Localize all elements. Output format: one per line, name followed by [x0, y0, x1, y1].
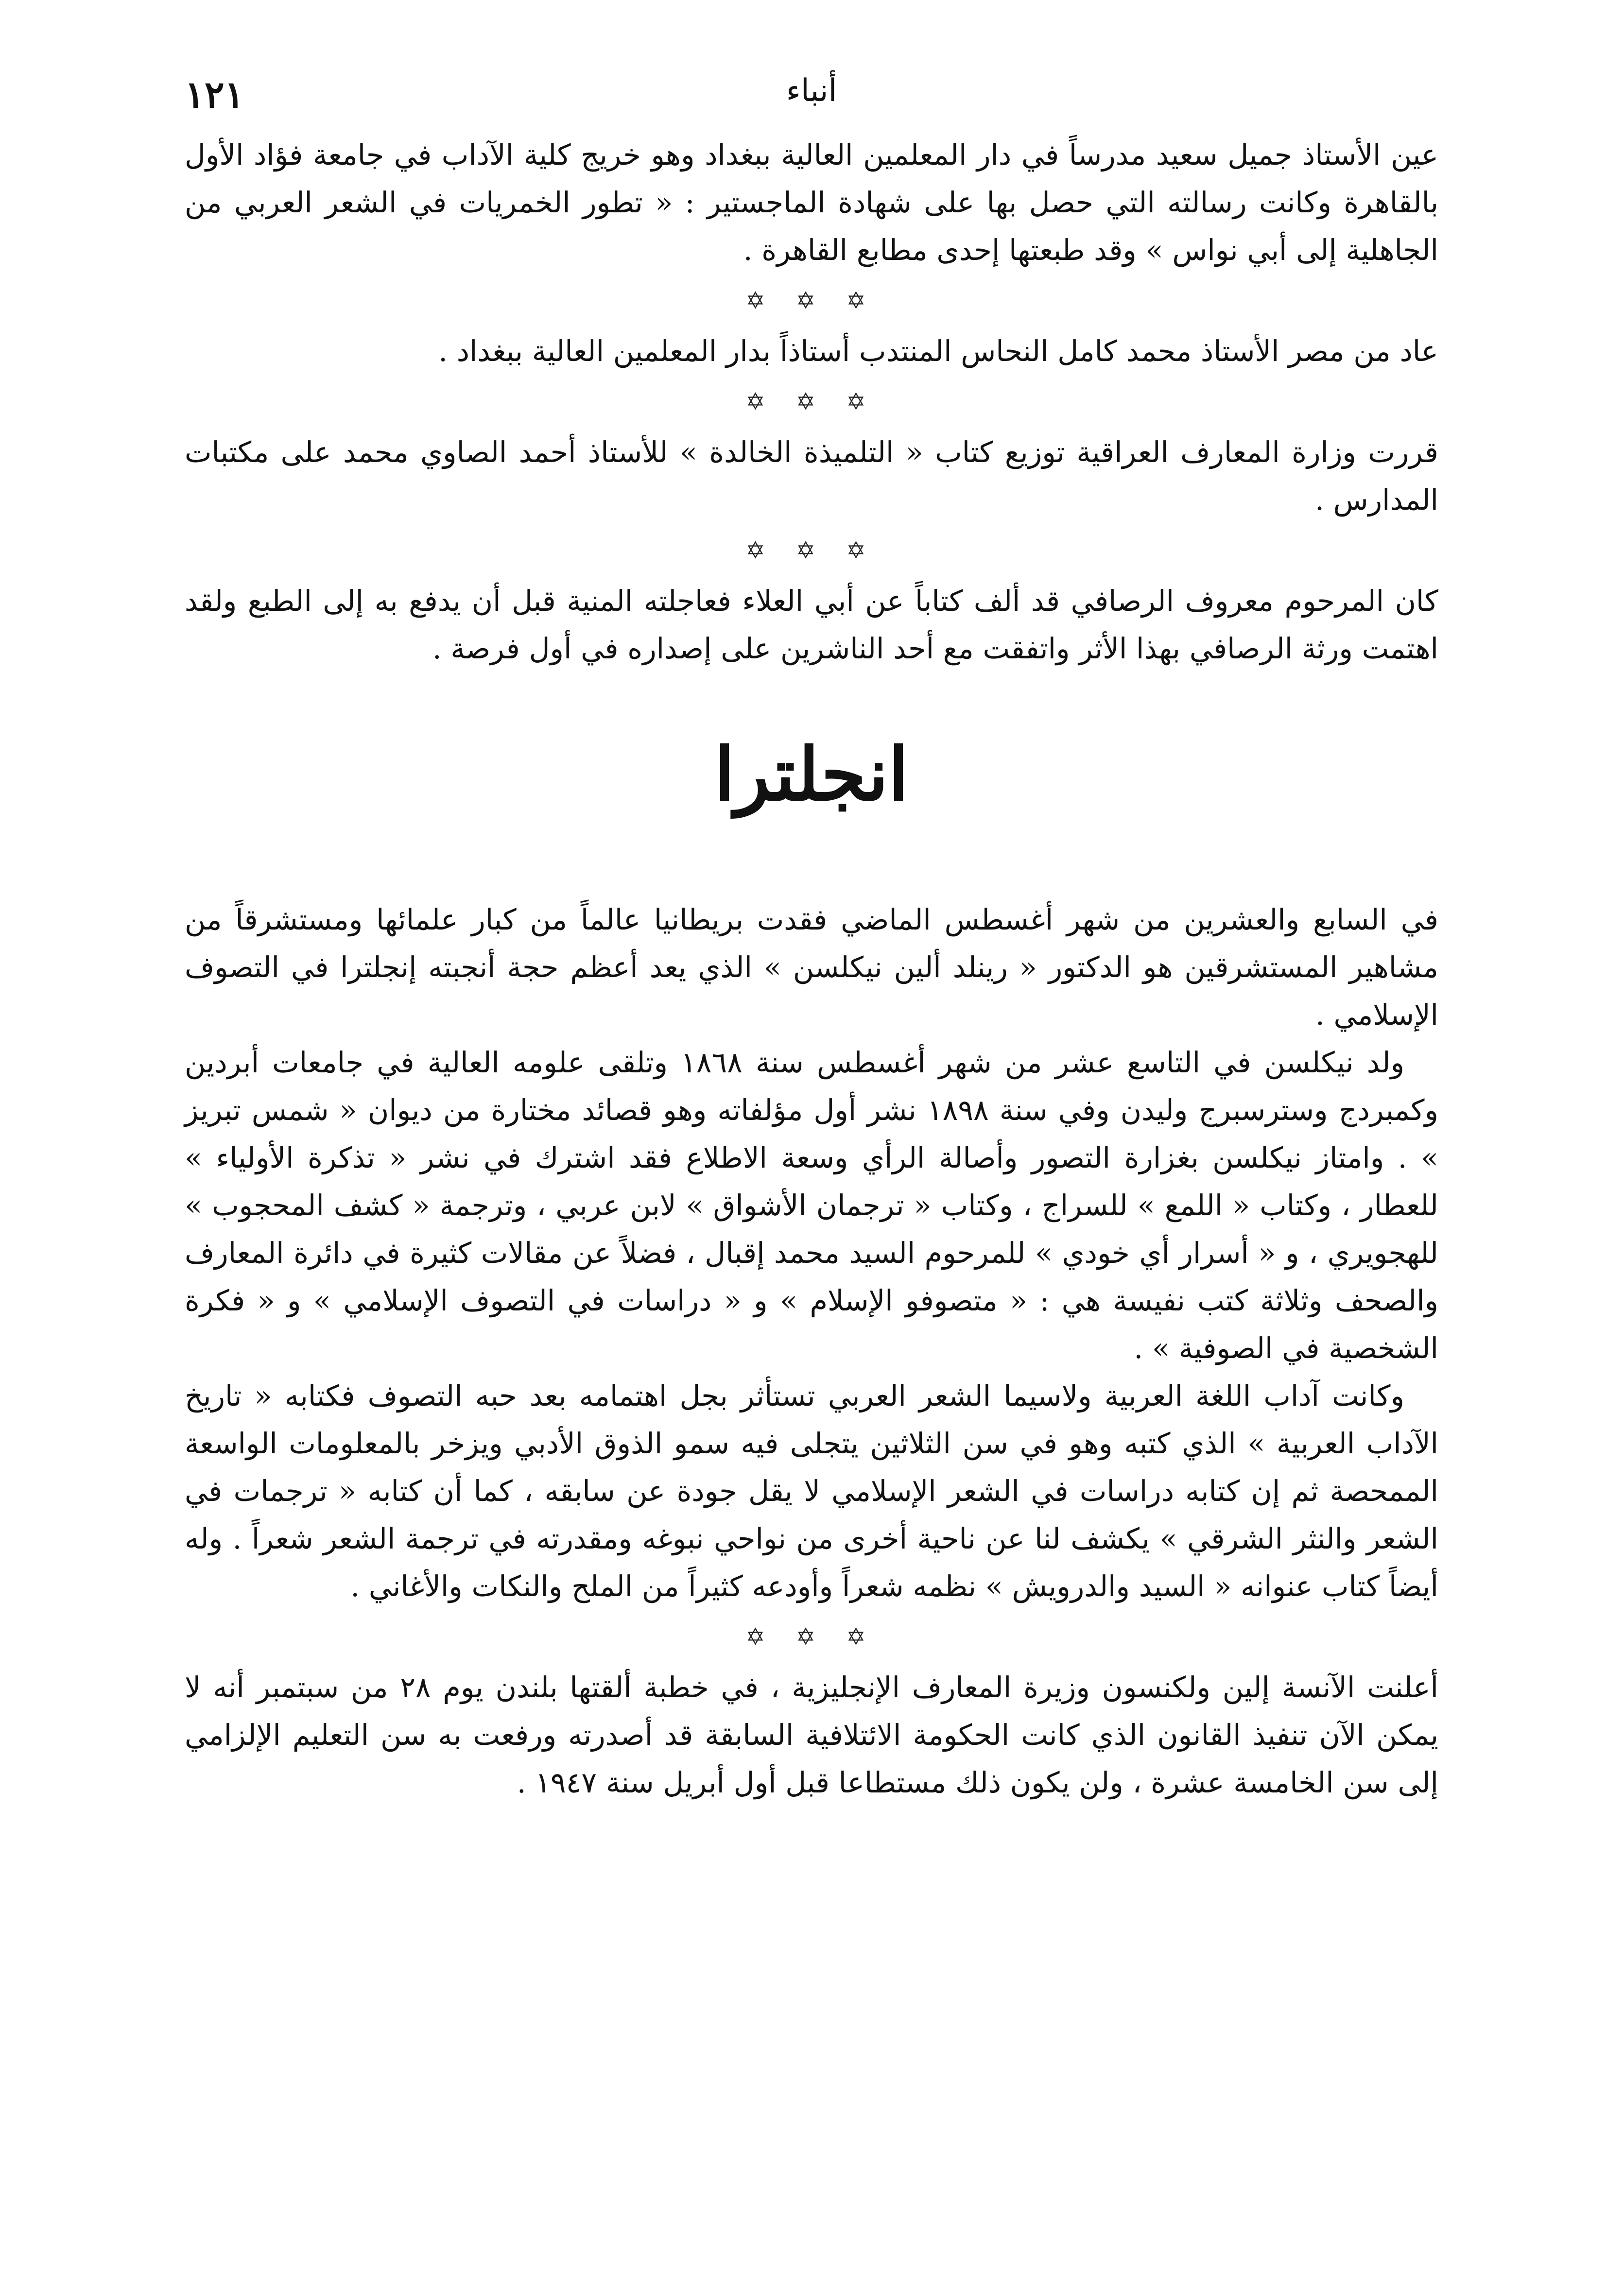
paragraph: أعلنت الآنسة إلين ولكنسون وزيرة المعارف الإنجليزية ، في خطبة ألقتها بلندن يوم ٢٨ من سبتمبر أنه لا يمكن الآن تنفيذ القانون الذي كانت الحكومة الائتلافية السابقة قد أصدرته ورفعت به سن التعليم الإلزامي إلى سن الخامسة عشرة ، ولن يكون ذلك مستطاعا قبل أول أبريل سنة ١٩٤٧ .	[185, 1670, 1438, 1799]
news-item: قررت وزارة المعارف العراقية توزيع كتاب « التلميذة الخالدة » للأستاذ أحمد الصاوي محمد على مكتبات المدارس .	[185, 435, 1438, 517]
star-separator: ✡ ✡ ✡	[745, 388, 878, 415]
england-news	[185, 896, 1438, 1807]
running-head	[185, 73, 1438, 131]
iraq-news	[185, 131, 1438, 672]
running-title: أنباء	[786, 73, 837, 109]
paragraph: ولد نيكلسن في التاسع عشر من شهر أغسطس سنة ١٨٦٨ وتلقى علومه العالية في جامعات أبردين وكمبردج وسترسبرج وليدن وفي سنة ١٨٩٨ نشر أول مؤلفاته وهو قصائد مختارة من ديوان « شمس تبريز » . وامتاز نيكلسن بغزارة التصور وأصالة الرأي وسعة الاطلاع فقد اشترك في نشر « تذكرة الأولياء » للعطار ، وكتاب « اللمع » للسراج ، وكتاب « ترجمان الأشواق » لابن عربي ، وترجمة « كشف المحجوب » للهجويري ، و « أسرار أي خودي » للمرحوم السيد محمد إقبال ، فضلاً عن مقالات كثيرة في دائرة المعارف والصحف وثلاثة كتب نفيسة هي : « متصوفو الإسلام » و « دراسات في التصوف الإسلامي » و « فكرة الشخصية في الصوفية » .	[185, 1046, 1439, 1365]
news-item: كان المرحوم معروف الرصافي قد ألف كتاباً عن أبي العلاء فعاجلته المنية قبل أن يدفع به إلى الطبع ولقد اهتمت ورثة الرصافي بهذا الأثر واتفقت مع أحد الناشرين على إصداره في أول فرصة .	[185, 584, 1438, 665]
book-page	[185, 73, 1438, 2221]
paragraph: وكانت آداب اللغة العربية ولاسيما الشعر العربي تستأثر بجل اهتمامه بعد حبه التصوف فكتابه « تاريخ الآداب العربية » الذي كتبه وهو في سن الثلاثين يتجلى فيه سمو الذوق الأدبي ويزخر بالمعلومات الواسعة الممحصة ثم إن كتابه دراسات في الشعر الإسلامي لا يقل جودة عن سابقه ، كما أن كتابه « ترجمات في الشعر والنثر الشرقي » يكشف لنا عن ناحية أخرى من نواحي نبوغه ومقدرته في ترجمة الشعر شعراً . وله أيضاً كتاب عنوانه « السيد والدرويش » نظمه شعراً وأودعه كثيراً من الملح والنكات والأغاني .	[185, 1379, 1438, 1603]
star-separator: ✡ ✡ ✡	[745, 287, 878, 314]
news-item: عاد من مصر الأستاذ محمد كامل النحاس المنتدب أستاذاً بدار المعلمين العالية ببغداد .	[438, 334, 1438, 368]
section-title: انجلترا	[714, 732, 909, 817]
paragraph: في السابع والعشرين من شهر أغسطس الماضي فقدت بريطانيا عالماً من كبار علمائها ومستشرقاً من مشاهير المستشرقين هو الدكتور « رينلد ألين نيكلسن » الذي يعد أعظم حجة أنجبته إنجلترا في التصوف الإسلامي .	[185, 903, 1438, 1032]
star-separator: ✡ ✡ ✡	[745, 1623, 878, 1651]
page-number: ١٢١	[185, 73, 244, 116]
news-item: عين الأستاذ جميل سعيد مدرساً في دار المعلمين العالية ببغداد وهو خريج كلية الآداب في جامعة فؤاد الأول بالقاهرة وكانت رسالته التي حصل بها على شهادة الماجستير : « تطور الخمريات في الشعر العربي من الجاهلية إلى أبي نواس » وقد طبعتها إحدى مطابع القاهرة .	[185, 138, 1438, 267]
star-separator: ✡ ✡ ✡	[745, 537, 878, 564]
